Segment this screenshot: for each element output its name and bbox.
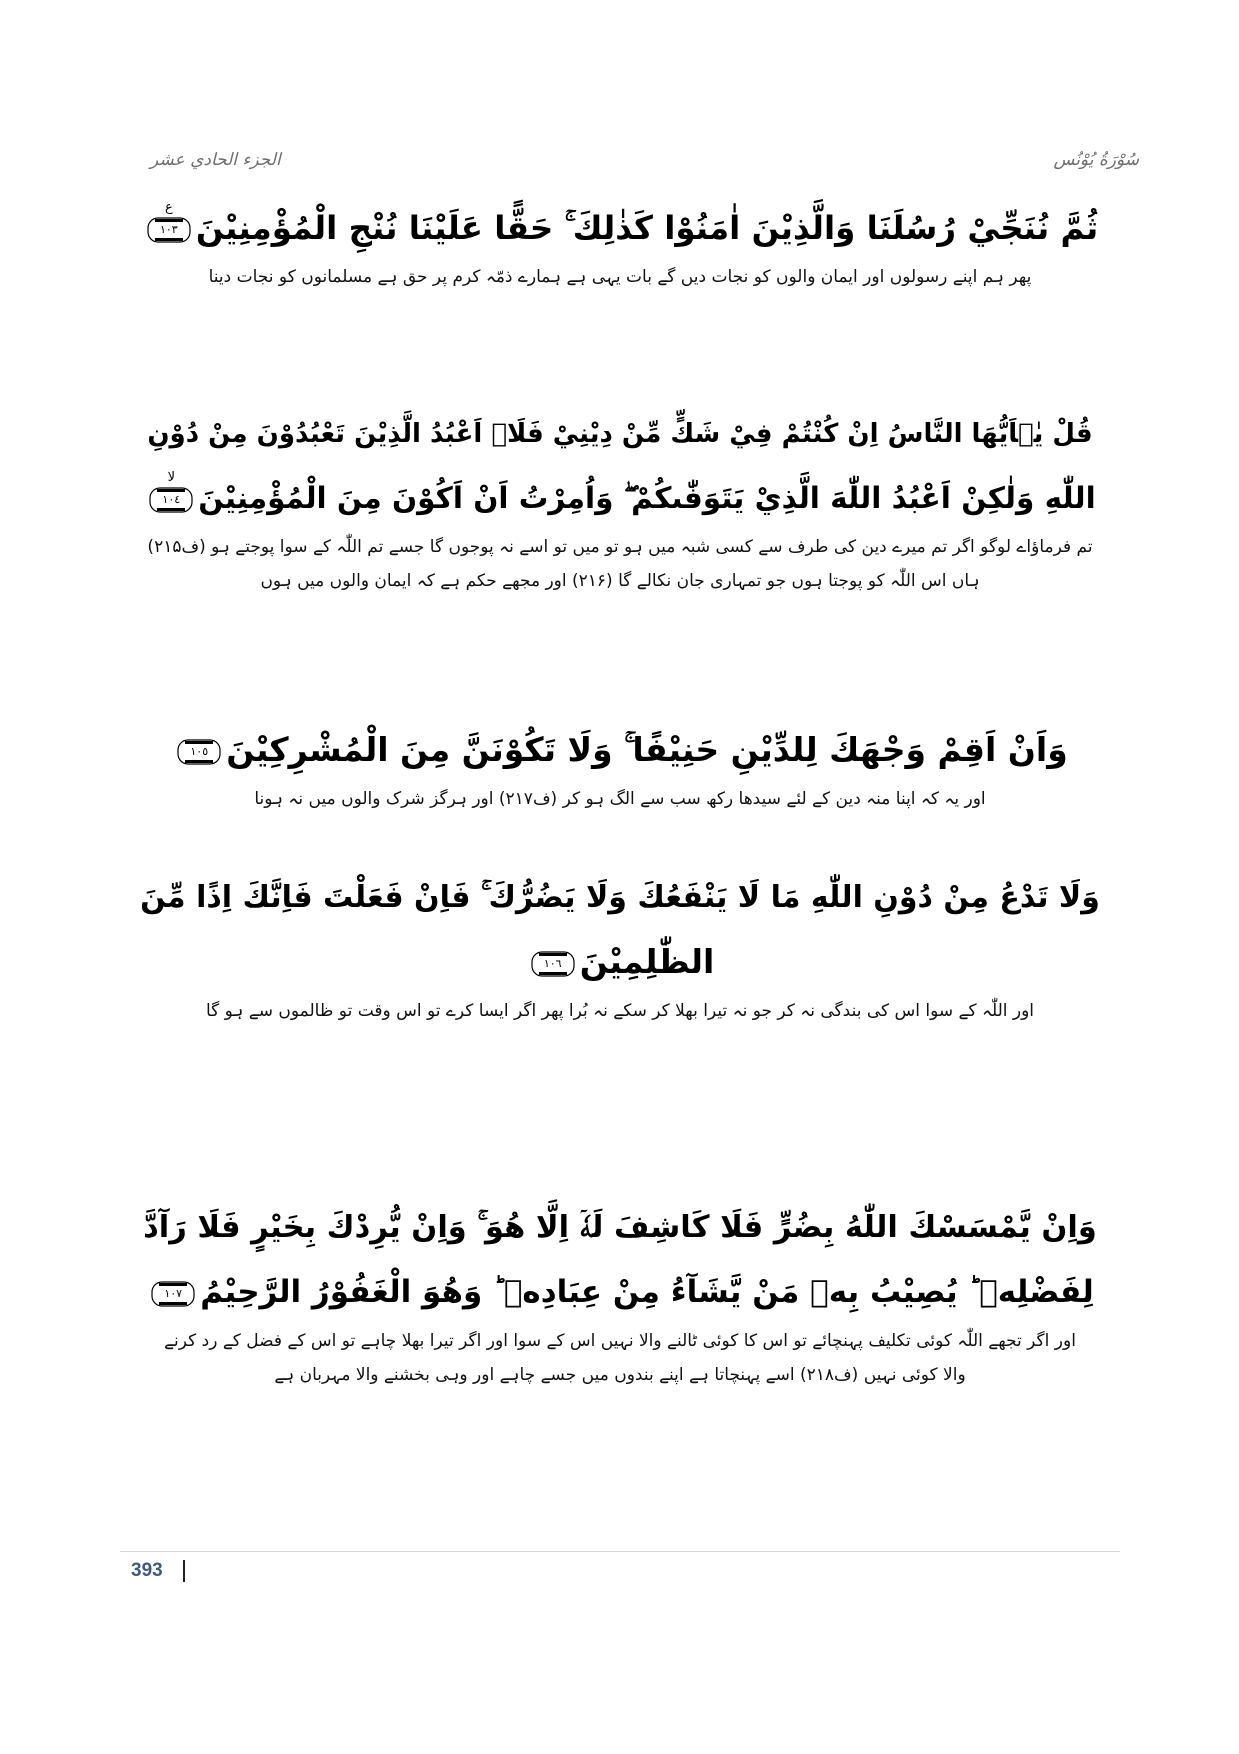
arabic-verse [140,1196,1100,1324]
urdu-translation [140,260,1100,294]
verse-block [140,866,1100,1028]
arabic-text: ثُمَّ نُنَجِّيْ رُسُلَنَا وَالَّذِيْنَ اٰمَنُوْا كَذٰلِكَ ۚ حَقًّا عَلَيْنَا نُنْجِ الْمُؤْمِنِيْنَ [195,209,1099,247]
stop-sign: لا [167,469,175,485]
translation-line: اور اللّٰہ کے سوا اس کی بندگی نہ کر جو نہ تیرا بھلا کر سکے نہ بُرا پھر اگر ایسا کرے تو اس وقت تو ظالموں سے ہو گا [205,1001,1035,1021]
ayah-number-marker [530,949,576,979]
ayah-number: ١٠٤ [162,492,181,506]
verse-block [140,718,1100,816]
arabic-verse [140,402,1100,530]
ayah-number: ١٠٥ [190,744,209,758]
arabic-line: وَلَا تَدْعُ مِنْ دُوْنِ اللّٰهِ مَا لَا يَنْفَعُكَ وَلَا يَضُرُّكَ ۚ فَاِنْ فَعَلْتَ فَاِنَّكَ اِذًا مِّنَ [140,880,1100,915]
ayah-number: ١٠٦ [543,956,562,970]
arabic-line: وَاِنْ يَّمْسَسْكَ اللّٰهُ بِضُرٍّ فَلَا كَاشِفَ لَهٗۤ اِلَّا هُوَ ۚ وَاِنْ يُّرِدْكَ بِخَيْرٍ فَلَا رَآدَّ [143,1210,1097,1245]
ayah-number-marker [150,1279,196,1309]
arabic-line [140,1260,1100,1324]
translation-line: اور اگر تجھے اللّٰہ کوئی تکلیف پہنچائے تو اس کا کوئی ٹالنے والا نہیں اس کے سوا اور اگر تیرا بھلا چاہے تو اس کے فضل کے رد کرنے [164,1331,1076,1351]
page-number: 393 [131,1560,163,1581]
arabic-verse [140,196,1100,260]
ayah-number-marker [148,469,194,515]
translation-line: اور یہ کہ اپنا منہ دین کے لئے سیدھا رکھ سب سے الگ ہو کر (ف۲۱۷) اور ہرگز شرک والوں میں نہ ہونا [254,789,986,809]
urdu-translation [140,994,1100,1028]
urdu-translation [140,782,1100,816]
arabic-line: قُلْ يٰۤاَيُّهَا النَّاسُ اِنْ كُنْتُمْ فِيْ شَكٍّ مِّنْ دِيْنِيْ فَلَاۤ اَعْبُدُ الَّذِيْنَ تَعْبُدُوْنَ مِنْ دُوْنِ [147,419,1093,449]
footer-divider [120,1551,1120,1552]
translation-line: ہاں اس اللّٰہ کو پوجتا ہوں جو تمہاری جان نکالے گا (۲۱۶) اور مجھے حکم ہے کہ ایمان والوں میں ہوں [260,571,980,591]
translation-line: تم فرماؤاے لوگو اگر تم میرے دین کی طرف سے کسی شبہ میں ہو تو میں تو اسے نہ پوجوں گا جسے تم اللّٰہ کے سوا پوجتے ہو (ف۲۱۵) [147,537,1093,557]
ayah-number: ١٠٣ [159,223,178,236]
arabic-verse [140,718,1100,782]
urdu-translation [140,1324,1100,1392]
verse-block [140,402,1100,598]
ayah-number: ١٠٧ [164,1286,183,1300]
juz-name-header: الجزء الحادي عشر [150,150,281,170]
ayah-number-marker [176,737,222,767]
verse-block [140,196,1100,294]
arabic-text: وَاَنْ اَقِمْ وَجْهَكَ لِلدِّيْنِ حَنِيْفًا ۚ وَلَا تَكُوْنَنَّ مِنَ الْمُشْرِكِيْنَ [226,730,1068,769]
arabic-text: اللّٰهِ وَلٰكِنْ اَعْبُدُ اللّٰهَ الَّذِيْ يَتَوَفّٰىكُمْ ۖ وَاُمِرْتُ اَنْ اَكُوْنَ مِنَ الْمُؤْمِنِيْنَ [198,481,1096,515]
arabic-line [140,930,1100,994]
page-number-separator [183,1560,185,1582]
arabic-line [140,718,1100,782]
arabic-line [140,466,1100,530]
arabic-verse [140,866,1100,994]
stop-sign: ع [164,200,173,215]
arabic-text: لِفَضْلِهٖ ؕ يُصِيْبُ بِهٖ مَنْ يَّشَآءُ مِنْ عِبَادِهٖ ؕ وَهُوَ الْغَفُوْرُ الرَّحِيْمُ [200,1274,1094,1310]
translation-line: والا کوئی نہیں (ف۲۱۸) اسے پہنچاتا ہے اپنے بندوں میں جسے چاہے اور وہی بخشنے والا مہربان ہے [274,1365,966,1385]
translation-line: پھر ہم اپنے رسولوں اور ایمان والوں کو نجات دیں گے بات یہی ہے ہمارے ذمّہ کرم پر حق ہے مسلمانوں کو نجات دینا [208,267,1032,287]
verse-block [140,1196,1100,1392]
surah-name-header: سُوْرَةُ يُوْنُس [1053,150,1139,170]
ayah-number-marker [146,200,192,245]
urdu-translation [140,530,1100,598]
arabic-text: الظّٰلِمِيْنَ [579,942,715,981]
arabic-line [140,196,1100,260]
